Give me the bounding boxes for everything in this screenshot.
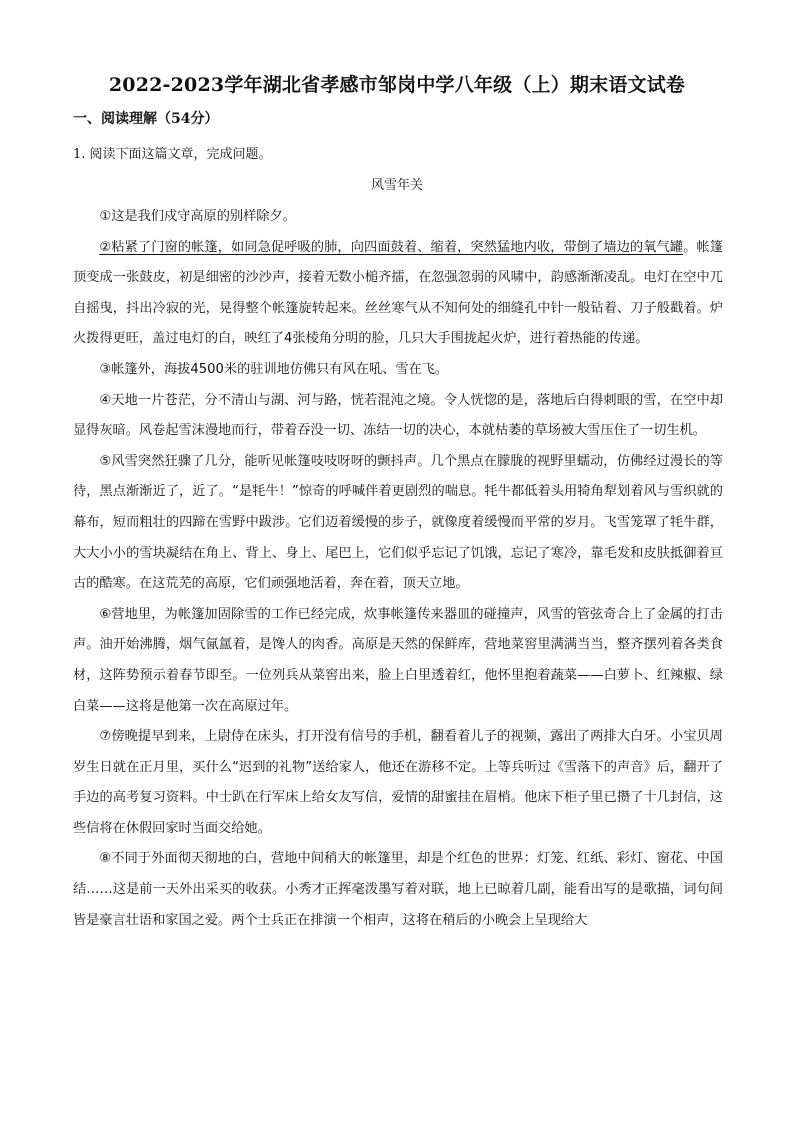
essay-body (73, 202, 723, 936)
paragraph-1 (73, 202, 723, 233)
paragraph-text: ④天地一片苍茫，分不清山与湖、河与路，恍若混沌之境。令人恍惚的是，落地后白得刺眼的雪，在空中却显得灰暗。风卷起雪沫漫地而行，带着吞没一切、冻结一切的决心，本就枯萎的草场被大雪压住了一切生机。 (73, 392, 723, 439)
paragraph-text: ⑧不同于外面彻天彻地的白，营地中间稍大的帐篷里，却是个红色的世界：灯笼、红纸、彩灯、窗花、中国结……这是前一天外出采买的收获。小秀才正挥毫泼墨写着对联，地上已晾着几副，能看出写的是歌描，词句间皆是豪言壮语和家国之爱。两个士兵正在排演一个相声，这将在稍后的小晚会上呈现给大 (73, 851, 723, 928)
page-title: 2022-2023学年湖北省孝感市邹岗中学八年级（上）期末语文试卷 (108, 74, 686, 96)
paragraph-text: ③帐篷外，海拔4500米的驻训地仿佛只有风在吼、雪在飞。 (99, 361, 449, 377)
paragraph-6 (73, 600, 723, 722)
paragraph-5 (73, 447, 723, 600)
paragraph-4 (73, 386, 723, 447)
paragraph-text: ⑤风雪突然狂骤了几分，能听见帐篷吱吱呀呀的颤抖声。几个黑点在朦胧的视野里蠕动，仿佛经过漫长的等待，黑点渐渐近了，近了。“是牦牛！”惊奇的呼喊伴着更剧烈的喘息。牦牛都低着头用犄角犁划着风与雪织就的幕布，短而粗壮的四蹄在雪野中跋涉。它们迈着缓慢的步子，就像度着缓慢而平常的岁月。飞雪笼罩了牦牛群，大大小小的雪块凝结在角上、背上、身上、尾巴上，它们似乎忘记了饥饿，忘记了寒冷，靠毛发和皮肤抵御着亘古的酷寒。在这荒芜的高原，它们顽强地活着，奔在着，顶天立地。 (73, 453, 723, 592)
essay-title: 风雪年关 (370, 178, 423, 193)
paragraph-8 (73, 844, 723, 936)
question-stem: 1. 阅读下面这篇文章，完成问题。 (73, 147, 272, 162)
section-heading: 一、阅读理解（54分） (73, 111, 219, 127)
paragraph-text: ①这是我们戍守高原的别样除夕。 (99, 209, 296, 224)
paragraph-text: ⑥营地里，为帐篷加固除雪的工作已经完成，炊事帐篷传来器皿的碰撞声，风雪的管弦奇合上了金属的打击声。油开始沸腾，烟气氤氲着，是馋人的肉香。高原是天然的保鲜库，营地菜窖里满满当当，整齐摆列着各类食材，这阵势预示着春节即至。一位列兵从菜窖出来，脸上白里透着红，他怀里抱着蔬菜——白萝卜、红辣椒、绿白菜——这将是他第一次在高原过年。 (73, 606, 723, 714)
paragraph-2 (73, 233, 723, 355)
paragraph-3 (73, 355, 723, 386)
underlined-sentence: ②粘紧了门窗的帐篷，如同急促呼吸的肺，向四面鼓着、缩着，突然猛地内收，带倒了墙边的氧气罐 (99, 239, 684, 255)
paragraph-text: ⑦傍晚提早到来，上尉侍在床头，打开没有信号的手机，翻看着儿子的视频，露出了两排大白牙。小宝贝周岁生日就在正月里，买什么“迟到的礼物”送给家人，他还在游移不定。上等兵听过《雪落下的声音》后，翻开了手边的高考复习资料。中士趴在行军床上给女友写信，爱情的甜蜜挂在眉梢。他床下柜子里已攒了十几封信，这些信将在休假回家时当面交给她。 (73, 729, 723, 836)
paragraph-text: 。帐篷顶变成一张鼓皮，初是细密的沙沙声，接着无数小槌齐擂，在忽强忽弱的风啸中，韵感渐渐凌乱。电灯在空中兀自摇曳，抖出冷寂的光，晃得整个帐篷旋转起来。丝丝寒气从不知何处的细缝孔中针一般钻着、刀子般戳着。炉火拨得更旺，盖过电灯的白，映红了4张棱角分明的脸，几只大手围拢起火炉，进行着热能的传递。 (73, 239, 724, 347)
paragraph-7 (73, 722, 723, 844)
